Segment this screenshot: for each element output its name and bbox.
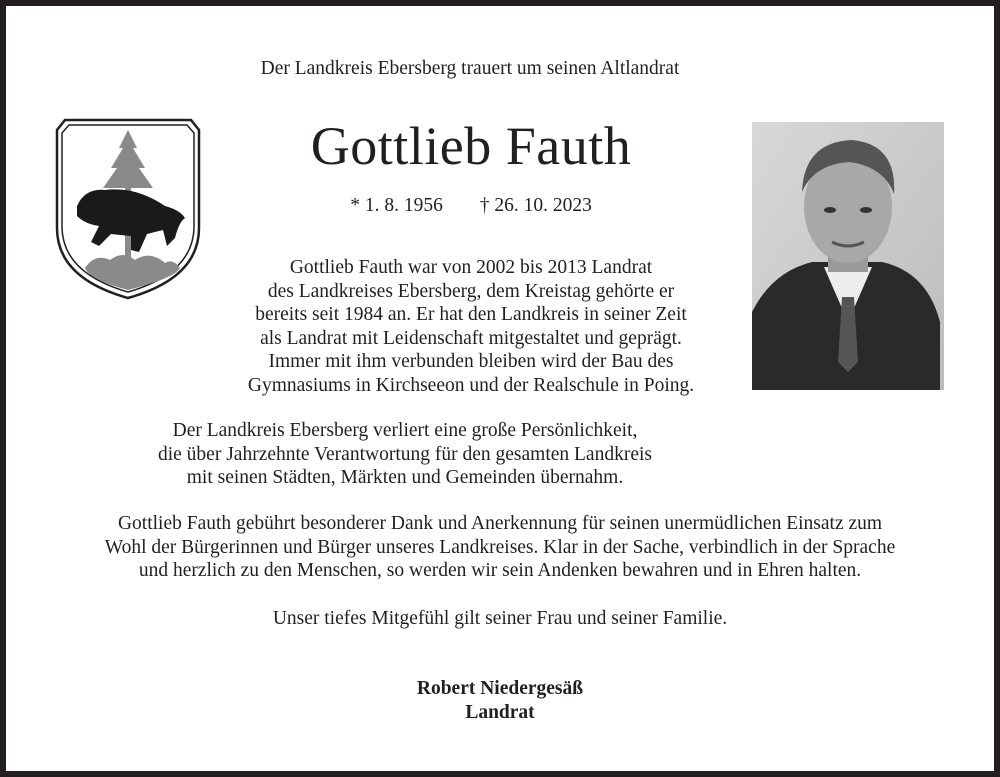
text-line: und herzlich zu den Menschen, so werden wir sein Andenken bewahren und in Ehren halten. bbox=[138, 560, 862, 582]
death-date: † 26. 10. 2023 bbox=[479, 195, 592, 216]
portrait-photo bbox=[752, 122, 944, 390]
text-line: als Landrat mit Leidenschaft mitgestaltet und geprägt. bbox=[260, 327, 682, 349]
signatory-title: Landrat bbox=[465, 701, 535, 723]
paragraph-career bbox=[171, 256, 771, 398]
header-line: Der Landkreis Ebersberg trauert um seinen Altlandrat bbox=[260, 58, 680, 79]
life-dates bbox=[300, 194, 642, 218]
deceased-name: Gottlieb Fauth bbox=[310, 116, 632, 176]
text-line: Gottlieb Fauth war von 2002 bis 2013 Landrat bbox=[289, 257, 653, 278]
text-line: bereits seit 1984 an. Er hat den Landkreis in seiner Zeit bbox=[255, 304, 687, 326]
signatory-name: Robert Niedergesäß bbox=[416, 678, 584, 699]
text-line: mit seinen Städten, Märkten und Gemeinden übernahm. bbox=[186, 467, 624, 489]
text-line: Der Landkreis Ebersberg verliert eine große Persönlichkeit, bbox=[172, 420, 638, 441]
text-line: Gymnasiums in Kirchseeon und der Realschule in Poing. bbox=[247, 374, 695, 396]
paragraph-thanks bbox=[20, 512, 980, 583]
paragraph-condolence: Unser tiefes Mitgefühl gilt seiner Frau und seiner Familie. bbox=[272, 608, 728, 629]
text-line: Immer mit ihm verbunden bleiben wird der Bau des bbox=[268, 351, 674, 373]
birth-date: * 1. 8. 1956 bbox=[350, 195, 443, 216]
text-line: des Landkreises Ebersberg, dem Kreistag gehörte er bbox=[267, 280, 675, 302]
text-line: die über Jahrzehnte Verantwortung für den gesamten Landkreis bbox=[157, 443, 652, 465]
paragraph-personality bbox=[105, 419, 705, 490]
text-line: Gottlieb Fauth gebührt besonderer Dank und Anerkennung für seinen unermüdlichen Einsatz zum bbox=[117, 513, 883, 534]
signature bbox=[300, 677, 700, 724]
text-line: Wohl der Bürgerinnen und Bürger unseres Landkreises. Klar in der Sache, verbindlich in der Sprache bbox=[104, 536, 896, 558]
